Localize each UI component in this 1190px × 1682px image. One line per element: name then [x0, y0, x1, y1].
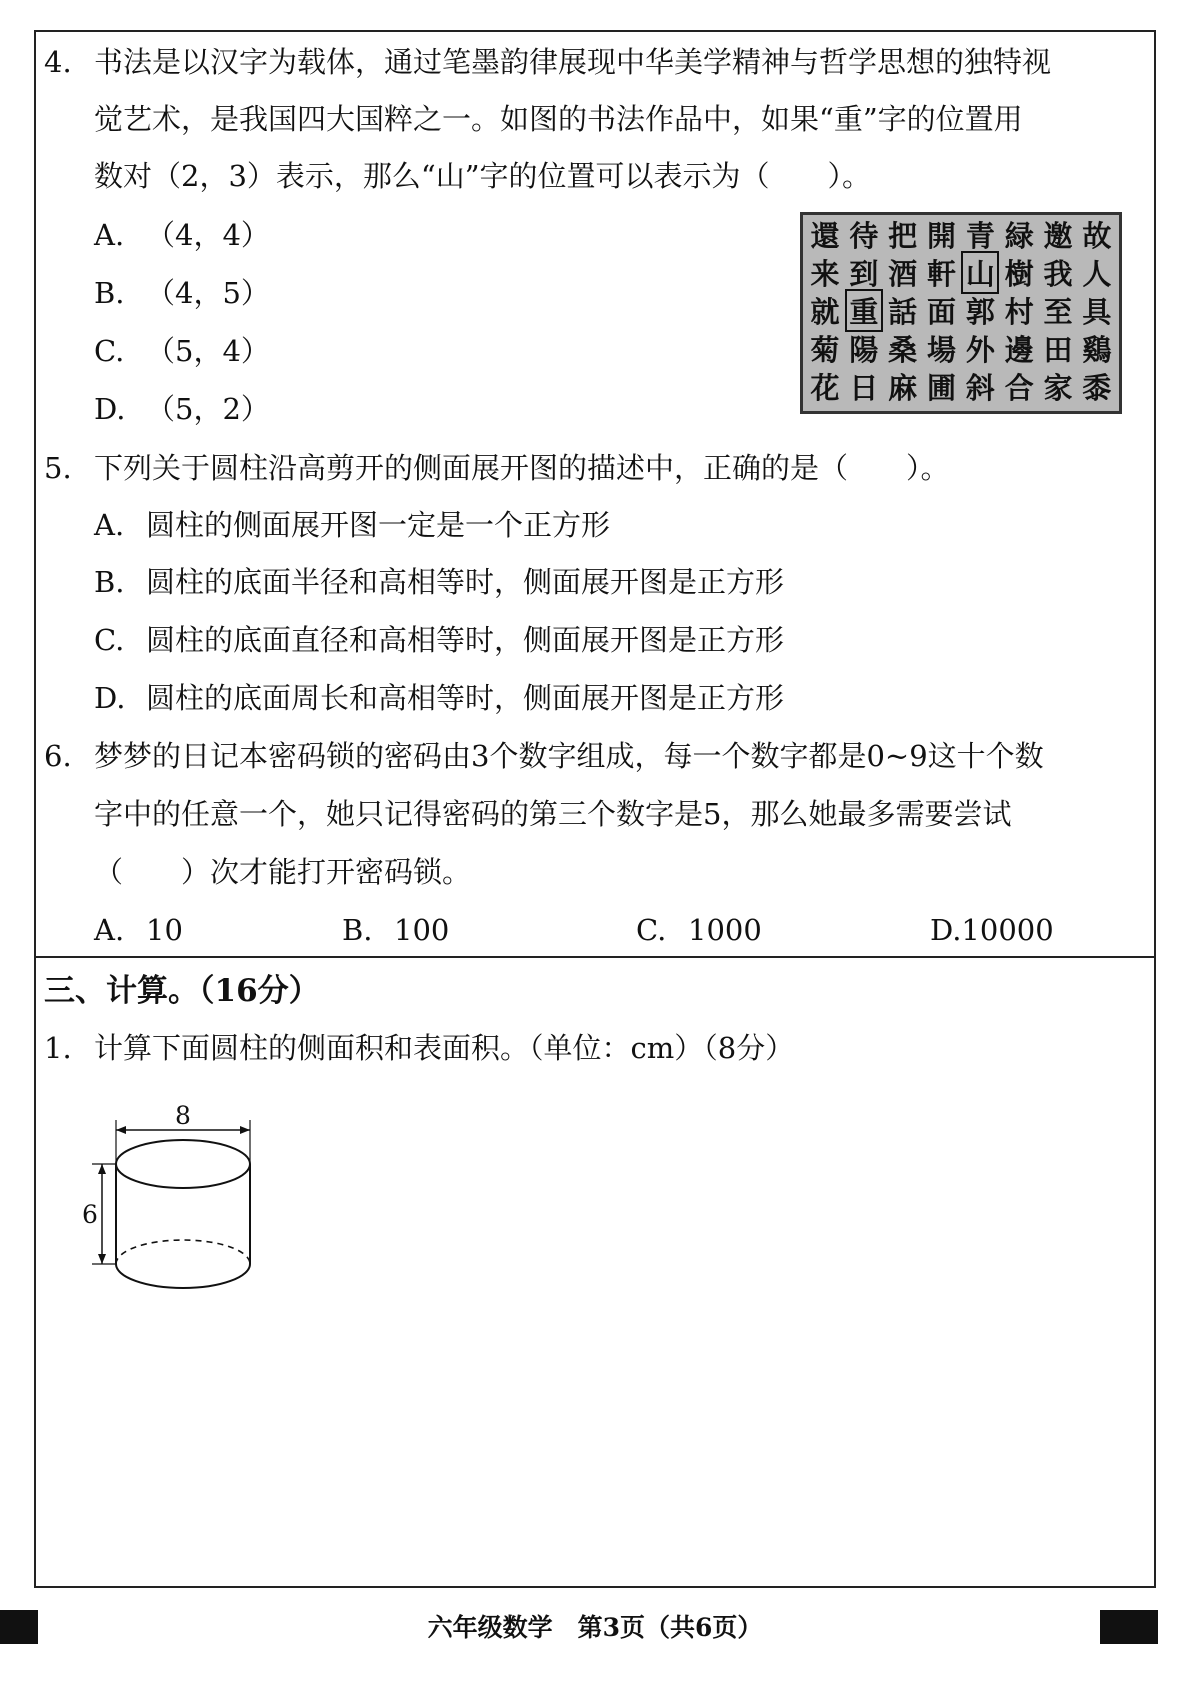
calligraphy-char: 場: [927, 332, 957, 367]
calligraphy-row: [803, 291, 1119, 329]
q4-option-d-text: （5，2）: [146, 392, 270, 426]
q4-option-d[interactable]: [94, 389, 270, 429]
calligraphy-row: [803, 215, 1119, 253]
calligraphy-char: 話: [888, 294, 918, 329]
calligraphy-char: 麻: [888, 370, 918, 405]
calligraphy-char: 就: [810, 294, 840, 329]
q5-option-b-text: 圆柱的底面半径和高相等时，侧面展开图是正方形: [146, 565, 785, 599]
calligraphy-char: 山: [962, 252, 998, 293]
q6-line-1: 梦梦的日记本密码锁的密码由3个数字组成，每一个数字都是0~9这十个数: [94, 739, 1044, 773]
s3-q1-text: 计算下面圆柱的侧面积和表面积。（单位：cm）（8分）: [94, 1031, 795, 1065]
q6-option-c-label: C.: [636, 913, 667, 947]
calligraphy-char: 軒: [927, 256, 957, 291]
q4-option-a-text: （4，4）: [146, 218, 270, 252]
diameter-arrow-right: [240, 1126, 250, 1134]
q5-option-c-label: C.: [94, 623, 125, 657]
calligraphy-row: [803, 367, 1119, 405]
calligraphy-char: 具: [1082, 294, 1112, 329]
cylinder-bottom-front: [116, 1264, 250, 1288]
q6-option-a-label: A.: [94, 913, 125, 947]
calligraphy-char: 郭: [965, 294, 995, 329]
calligraphy-char: 人: [1082, 256, 1112, 291]
q5-option-c[interactable]: [94, 620, 784, 660]
scan-mark-right: [1100, 1610, 1158, 1644]
q4-option-c-text: （5，4）: [146, 334, 270, 368]
cylinder-bottom-back: [116, 1240, 250, 1264]
q5-option-d[interactable]: [94, 678, 784, 718]
section-divider: [34, 956, 1156, 958]
q5-option-a-text: 圆柱的侧面展开图一定是一个正方形: [146, 508, 611, 542]
calligraphy-char: 我: [1043, 256, 1073, 291]
q4-option-b[interactable]: [94, 273, 270, 313]
q4-number: 4.: [44, 45, 72, 79]
q5-option-c-text: 圆柱的底面直径和高相等时，侧面展开图是正方形: [146, 623, 785, 657]
height-label: 6: [82, 1200, 98, 1229]
q5-option-a-label: A.: [94, 508, 125, 542]
calligraphy-char: 緑: [1004, 218, 1034, 253]
calligraphy-char: 田: [1043, 332, 1073, 367]
calligraphy-char: 桑: [888, 332, 918, 367]
q4-option-c-label: C.: [94, 334, 125, 368]
q4-option-b-label: B.: [94, 276, 125, 310]
calligraphy-char: 至: [1043, 294, 1073, 329]
q6-line-3: （ ）次才能打开密码锁。: [94, 855, 472, 889]
calligraphy-row: [803, 329, 1119, 367]
calligraphy-char: 外: [965, 332, 995, 367]
diameter-arrow-left: [116, 1126, 126, 1134]
q6-option-b-label: B.: [342, 913, 373, 947]
q4-line-2: 觉艺术，是我国四大国粹之一。如图的书法作品中，如果“重”字的位置用: [94, 102, 1023, 136]
page-footer: 六年级数学 第3页（共6页）: [427, 1613, 763, 1642]
calligraphy-char: 斜: [965, 370, 995, 405]
calligraphy-char: 把: [888, 218, 918, 253]
q5-number: 5.: [44, 451, 72, 485]
calligraphy-char: 合: [1004, 370, 1034, 405]
calligraphy-char: 還: [810, 218, 840, 253]
cylinder-top-ellipse: [116, 1140, 250, 1188]
section-3-title: 三、计算。（16分）: [44, 973, 320, 1009]
q5-option-d-label: D.: [94, 681, 126, 715]
calligraphy-char: 日: [849, 370, 879, 405]
q6-option-a-text: 10: [146, 913, 183, 947]
calligraphy-char: 青: [965, 218, 995, 253]
q4-line-1: 书法是以汉字为载体，通过笔墨韵律展现中华美学精神与哲学思想的独特视: [94, 45, 1052, 79]
calligraphy-char: 到: [849, 256, 879, 291]
calligraphy-char: 村: [1004, 294, 1034, 329]
calligraphy-char: 待: [849, 218, 879, 253]
q6-option-d-text: D.10000: [930, 913, 1054, 947]
calligraphy-char: 黍: [1082, 370, 1112, 405]
q4-option-d-label: D.: [94, 392, 126, 426]
q5-option-b[interactable]: [94, 562, 784, 602]
q6-option-d[interactable]: [930, 910, 1054, 950]
calligraphy-artwork: [800, 212, 1122, 414]
calligraphy-char: 来: [810, 256, 840, 291]
calligraphy-char: 菊: [810, 332, 840, 367]
q5-option-a[interactable]: [94, 505, 610, 545]
q6-option-b[interactable]: [342, 910, 449, 950]
q6-option-b-text: 100: [394, 913, 450, 947]
q5-option-d-text: 圆柱的底面周长和高相等时，侧面展开图是正方形: [146, 681, 785, 715]
calligraphy-row: [803, 253, 1119, 291]
q4-option-b-text: （4，5）: [146, 276, 270, 310]
q6-option-c-text: 1000: [688, 913, 762, 947]
calligraphy-char: 鷄: [1082, 332, 1112, 367]
calligraphy-char: 花: [810, 370, 840, 405]
q4-line-3: 数对（2，3）表示，那么“山”字的位置可以表示为（ ）。: [94, 159, 872, 193]
calligraphy-char: 邀: [1043, 218, 1073, 253]
calligraphy-char: 面: [927, 294, 957, 329]
calligraphy-char: 酒: [888, 256, 918, 291]
calligraphy-char: 邊: [1004, 332, 1034, 367]
q4-option-a-label: A.: [94, 218, 125, 252]
s3-q1-number: 1.: [44, 1031, 72, 1065]
diameter-label: 8: [175, 1101, 191, 1130]
q6-line-2: 字中的任意一个，她只记得密码的第三个数字是5，那么她最多需要尝试: [94, 797, 1012, 831]
q6-option-c[interactable]: [636, 910, 762, 950]
calligraphy-char: 陽: [849, 332, 879, 367]
calligraphy-char: 重: [846, 290, 882, 331]
q5-text: 下列关于圆柱沿高剪开的侧面展开图的描述中，正确的是（ ）。: [94, 451, 950, 485]
q6-number: 6.: [44, 739, 72, 773]
cylinder-diagram: [72, 1100, 272, 1300]
calligraphy-char: 故: [1082, 218, 1112, 253]
calligraphy-char: 家: [1043, 370, 1073, 405]
calligraphy-char: 開: [927, 218, 957, 253]
q6-option-a[interactable]: [94, 910, 183, 950]
q4-option-a[interactable]: [94, 215, 270, 255]
calligraphy-char: 樹: [1004, 256, 1034, 291]
q5-option-b-label: B.: [94, 565, 125, 599]
calligraphy-char: 圃: [927, 370, 957, 405]
q4-option-c[interactable]: [94, 331, 270, 371]
